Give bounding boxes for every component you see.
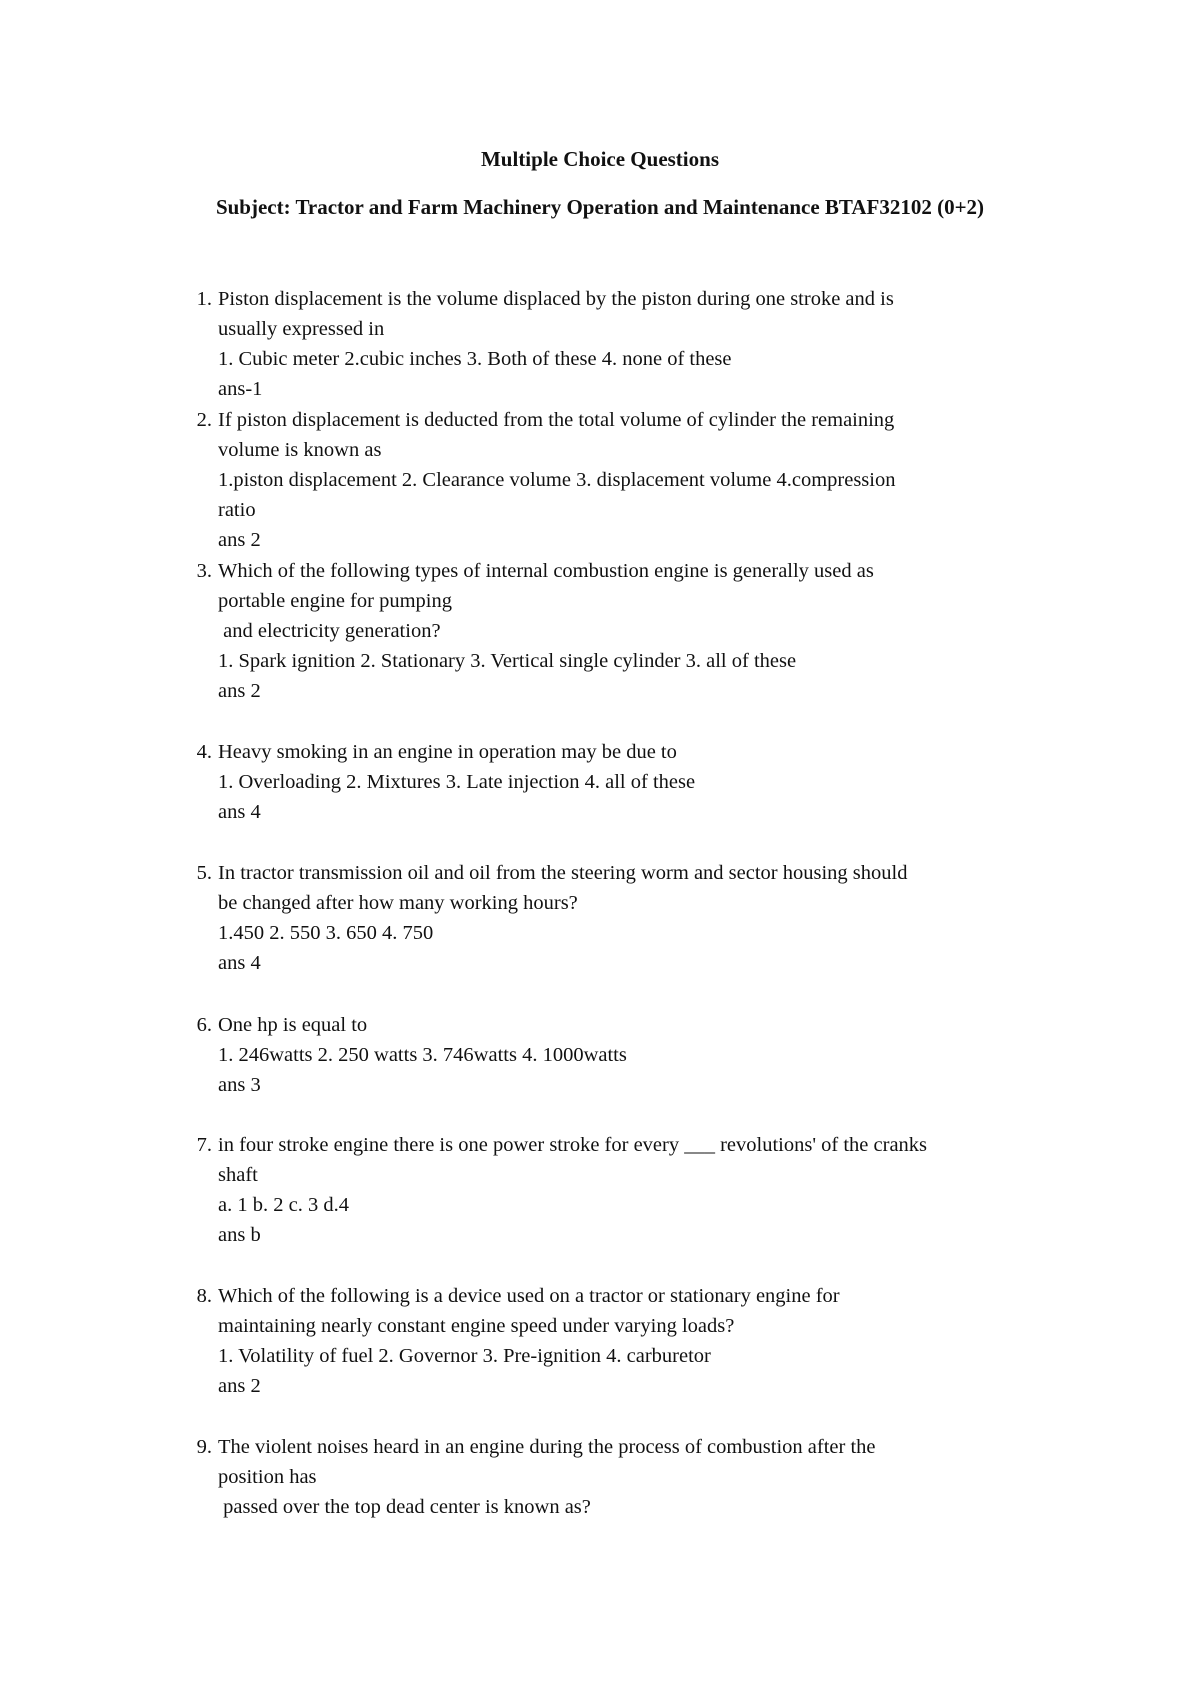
question-number: 5. — [196, 862, 212, 884]
question-options: 1. Volatility of fuel 2. Governor 3. Pre-ignition 4. carburetor — [218, 1345, 711, 1367]
question-item — [196, 1010, 1078, 1100]
question-options: a. 1 b. 2 c. 3 d.4 — [218, 1194, 349, 1216]
question-text: position has — [218, 1466, 317, 1488]
question-text: and electricity generation? — [218, 620, 441, 642]
question-number: 9. — [196, 1436, 212, 1458]
subject-heading: Subject: Tractor and Farm Machinery Operation and Maintenance BTAF32102 (0+2) — [215, 195, 985, 219]
question-text: usually expressed in — [218, 318, 385, 340]
question-answer: ans 3 — [218, 1074, 261, 1096]
question-number: 7. — [196, 1134, 212, 1156]
question-text: One hp is equal to — [218, 1014, 368, 1036]
question-number: 6. — [196, 1014, 212, 1036]
question-answer: ans 4 — [218, 801, 261, 823]
question-text: in four stroke engine there is one power stroke for every ___ revolutions' of the cranks — [218, 1134, 928, 1156]
question-text: Piston displacement is the volume displaced by the piston during one stroke and is — [218, 288, 894, 310]
question-answer: ans 2 — [218, 680, 261, 702]
question-item — [196, 405, 1078, 555]
question-options: 1. 246watts 2. 250 watts 3. 746watts 4. 1000watts — [218, 1044, 627, 1066]
question-item — [196, 1432, 1078, 1522]
question-options: 1.piston displacement 2. Clearance volume 3. displacement volume 4.compression — [218, 469, 896, 491]
question-text: If piston displacement is deducted from the total volume of cylinder the remaining — [218, 409, 895, 431]
question-item — [196, 1281, 1078, 1401]
question-options: 1.450 2. 550 3. 650 4. 750 — [218, 922, 434, 944]
question-answer: ans 2 — [218, 529, 261, 551]
question-text: Which of the following is a device used on a tractor or stationary engine for — [218, 1285, 840, 1307]
question-text: be changed after how many working hours? — [218, 892, 578, 914]
question-answer: ans 2 — [218, 1375, 261, 1397]
question-text: maintaining nearly constant engine speed under varying loads? — [218, 1315, 735, 1337]
question-number: 1. — [196, 288, 212, 310]
question-options: 1. Spark ignition 2. Stationary 3. Vertical single cylinder 3. all of these — [218, 650, 797, 672]
question-text: Which of the following types of internal combustion engine is generally used as — [218, 560, 874, 582]
question-options: 1. Cubic meter 2.cubic inches 3. Both of these 4. none of these — [218, 348, 732, 370]
question-text: Heavy smoking in an engine in operation may be due to — [218, 741, 677, 763]
page-title: Multiple Choice Questions — [480, 147, 719, 171]
question-number: 3. — [196, 560, 212, 582]
question-item — [196, 556, 1078, 706]
question-item — [196, 858, 1078, 978]
question-text: The violent noises heard in an engine during the process of combustion after the — [218, 1436, 876, 1458]
question-text: volume is known as — [218, 439, 382, 461]
question-number: 4. — [196, 741, 212, 763]
question-options: 1. Overloading 2. Mixtures 3. Late injection 4. all of these — [218, 771, 696, 793]
question-answer: ans b — [218, 1224, 261, 1246]
question-item — [196, 284, 1078, 404]
question-text: In tractor transmission oil and oil from the steering worm and sector housing should — [218, 862, 908, 884]
question-number: 2. — [196, 409, 212, 431]
question-text: portable engine for pumping — [218, 590, 452, 612]
question-item — [196, 737, 1078, 827]
question-item — [196, 1130, 1078, 1250]
question-options: ratio — [218, 499, 256, 521]
question-answer: ans 4 — [218, 952, 261, 974]
question-text: passed over the top dead center is known as? — [218, 1496, 591, 1518]
question-number: 8. — [196, 1285, 212, 1307]
question-text: shaft — [218, 1164, 258, 1186]
question-answer: ans-1 — [218, 378, 263, 400]
